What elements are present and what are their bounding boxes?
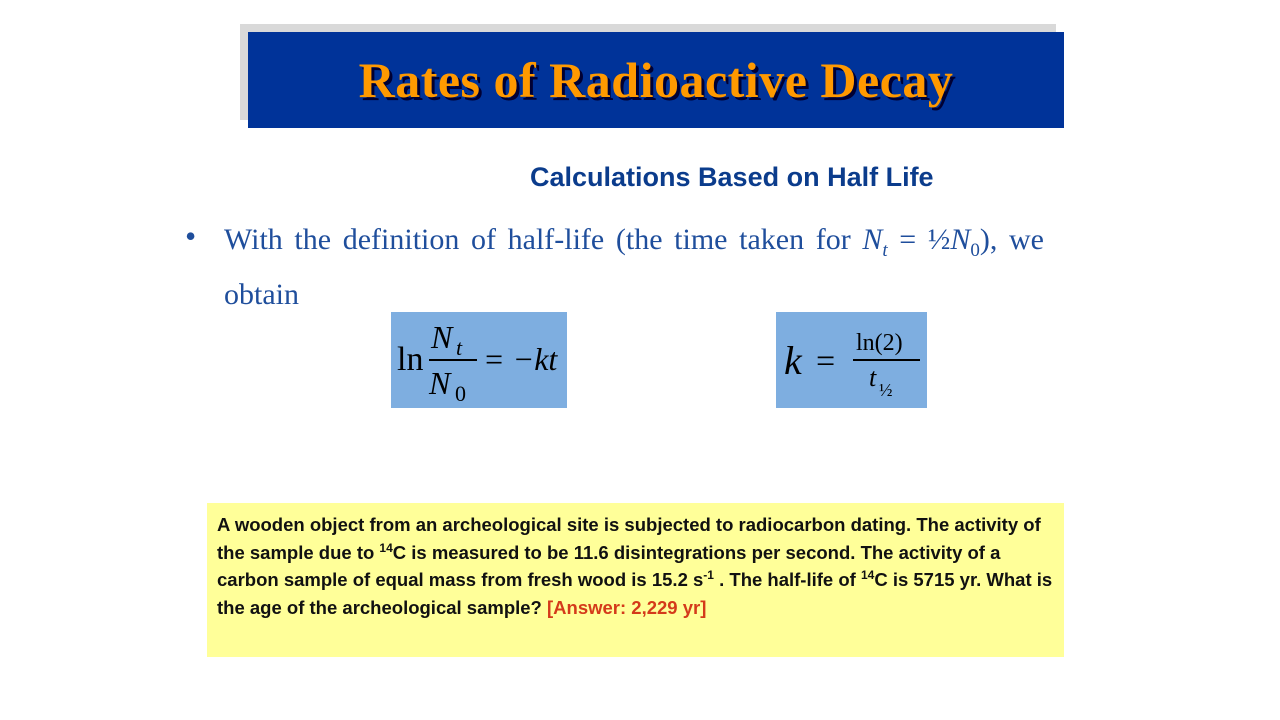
bullet-text-part2: = ½ bbox=[887, 223, 951, 256]
eq2-denominator: t bbox=[869, 363, 877, 392]
title-banner bbox=[248, 32, 1064, 128]
problem-c14-sup: 14 bbox=[379, 540, 393, 555]
eq1-ln: ln bbox=[397, 341, 424, 378]
eq1-numerator-sub: t bbox=[456, 335, 463, 360]
problem-part2: C is measured to be 11.6 disintegrations per second. The activity of a carbon sample of equal mass from fresh wood is 15.2 s bbox=[217, 541, 1001, 591]
bullet-marker: • bbox=[185, 218, 197, 254]
t-subscript: t bbox=[882, 240, 888, 261]
slide-subtitle: Calculations Based on Half Life bbox=[530, 162, 934, 192]
problem-unit-sup: -1 bbox=[703, 568, 714, 583]
eq2-numerator: ln(2) bbox=[856, 330, 903, 356]
n0-symbol: N bbox=[950, 223, 971, 256]
eq1-denominator-sub: 0 bbox=[455, 381, 466, 406]
bullet-text-part3: ), we obtain bbox=[224, 223, 1044, 311]
problem-part4: C is 5715 yr. What is the age of the archeological sample? bbox=[217, 569, 1053, 618]
eq2-k: k bbox=[784, 338, 802, 383]
problem-part1: A wooden object from an archeological site is subjected to radiocarbon dating. The activity of the sample due to bbox=[217, 514, 1041, 563]
equation-ln-ratio bbox=[391, 312, 567, 408]
eq2-equals: = bbox=[816, 343, 836, 380]
n-symbol: N bbox=[862, 223, 883, 256]
problem-c14-sup-2: 14 bbox=[860, 568, 875, 583]
equation-rate-constant-svg bbox=[776, 312, 927, 408]
eq1-denominator: N bbox=[429, 365, 451, 401]
problem-part3: . The half-life of bbox=[713, 569, 861, 591]
problem-answer: [Answer: 2,229 yr] bbox=[547, 596, 707, 618]
zero-subscript: 0 bbox=[970, 240, 980, 261]
eq2-denominator-sub: ½ bbox=[879, 380, 893, 400]
practice-problem bbox=[207, 503, 1064, 657]
bullet-text bbox=[224, 218, 1044, 317]
eq1-numerator: N bbox=[431, 319, 453, 355]
bullet-text-part1: With the definition of half-life (the time taken for bbox=[224, 223, 863, 256]
slide-title: Rates of Radioactive Decay bbox=[358, 52, 954, 108]
equation-rate-constant bbox=[776, 312, 927, 408]
equation-ln-ratio-svg bbox=[391, 312, 567, 408]
eq1-rhs: = −kt bbox=[483, 341, 558, 377]
